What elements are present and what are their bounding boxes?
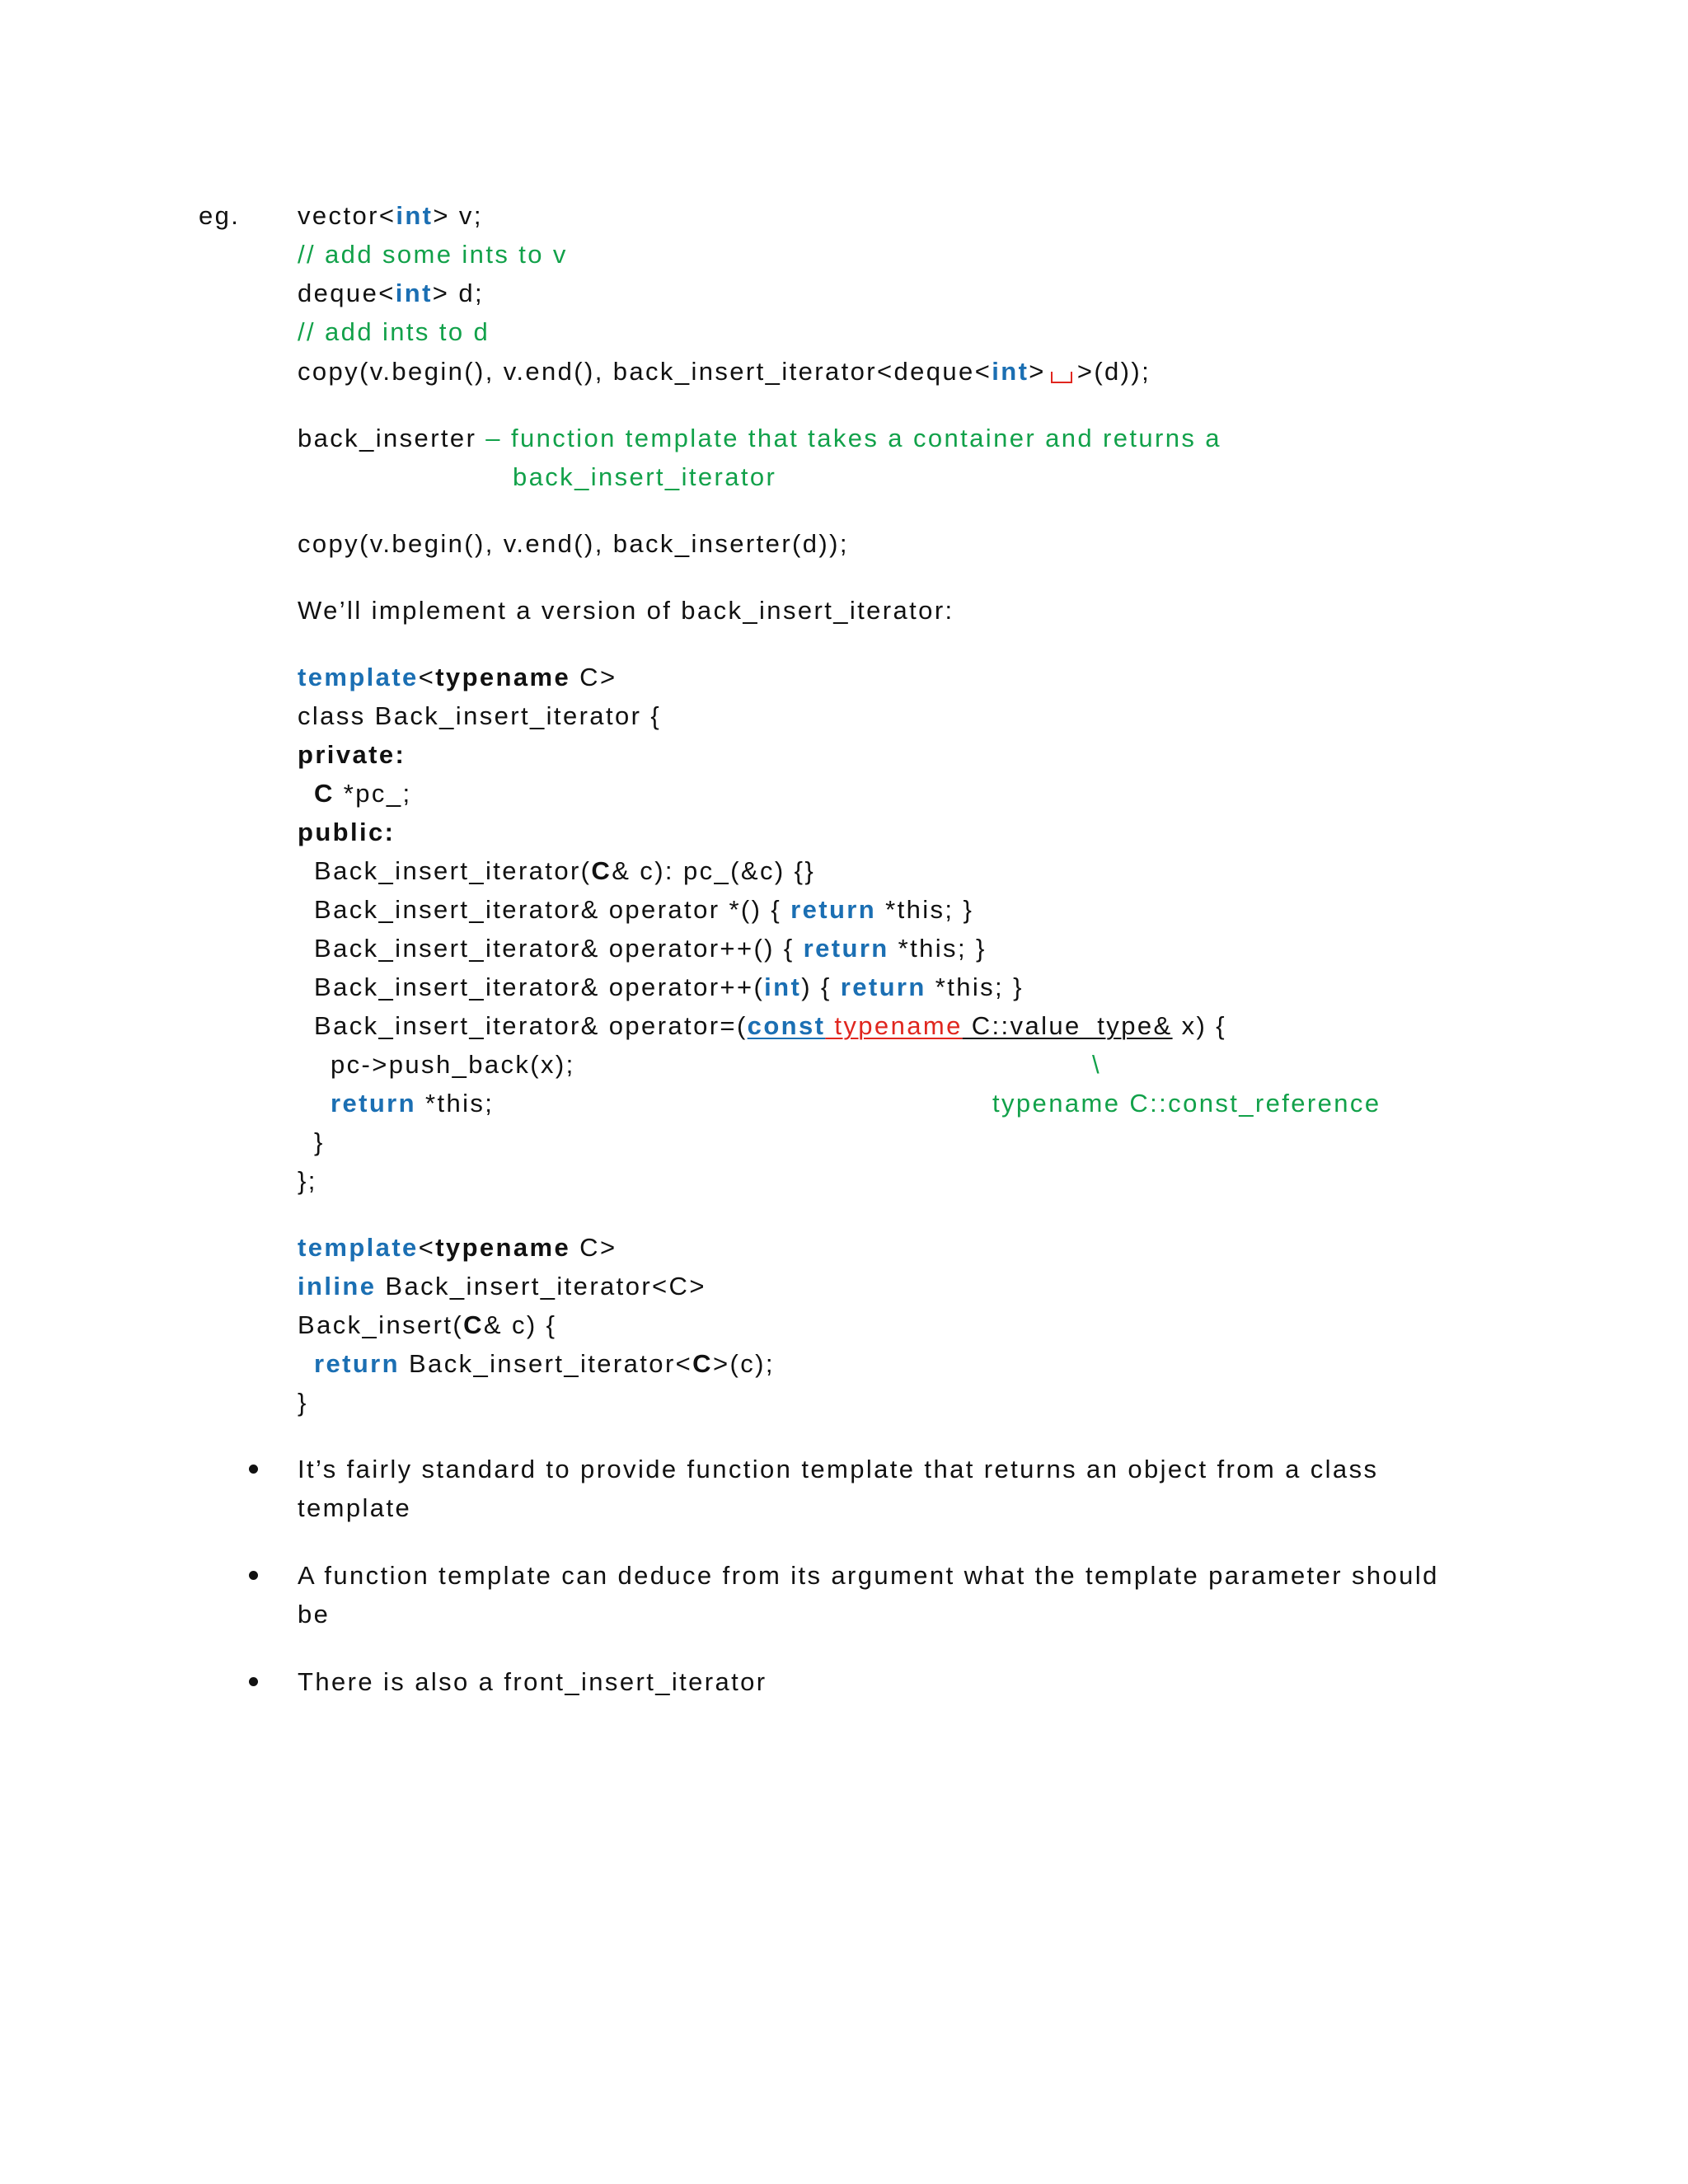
class-code-close-method: } [314,1127,325,1156]
annotation-arrow-mark: \ [1092,1050,1102,1079]
class-code-push-back: pc->push_back(x); [331,1050,575,1079]
bullet-dot-icon [249,1571,258,1580]
class-code-return-this: return *this; [331,1089,495,1118]
class-code-private: private: [298,740,406,769]
bullet-2-text-cont: be [298,1600,331,1629]
func-code-return: return Back_insert_iterator<C>(c); [314,1349,775,1378]
class-code-declaration: class Back_insert_iterator { [298,701,662,730]
bullet-1-text-cont: template [298,1493,412,1522]
bullet-1-text: It’s fairly standard to provide function template that returns an object from a class [298,1455,1379,1483]
class-code-template-line: template<typename C> [298,663,617,691]
eg-label: eg. [199,201,241,230]
bullet-dot-icon [249,1465,258,1474]
class-code-constructor: Back_insert_iterator(C& c): pc_(&c) {} [314,856,816,885]
class-code-operator-postinc: Back_insert_iterator& operator++(int) { return *this; } [314,972,1024,1001]
class-code-member: C *pc_; [314,779,412,808]
class-code-operator-preinc: Back_insert_iterator& operator++() { return *this; } [314,934,987,963]
class-code-close-class: }; [298,1166,317,1195]
space-mark-icon [1051,372,1072,383]
class-code-public: public: [298,818,396,846]
code-line-copy-back-insert-iterator: copy(v.begin(), v.end(), back_insert_iterator<deque<int> >(d)); [298,357,1151,386]
func-code-close: } [298,1388,308,1417]
back-inserter-description: back_inserter – function template that takes a container and returns a [298,424,1221,452]
class-code-operator-assign: Back_insert_iterator& operator=(const typename C::value_type& x) { [314,1011,1226,1040]
code-comment-add-ints-d: // add ints to d [298,317,490,346]
class-code-operator-deref: Back_insert_iterator& operator *() { return *this; } [314,895,974,924]
code-line-deque: deque<int> d; [298,279,484,307]
back-inserter-description-cont: back_insert_iterator [513,462,777,491]
code-comment-add-ints-v: // add some ints to v [298,240,568,269]
func-code-template-line: template<typename C> [298,1233,617,1262]
bullet-dot-icon [249,1677,258,1686]
intro-paragraph: We’ll implement a version of back_insert_iterator: [298,596,954,625]
code-line-copy-back-inserter: copy(v.begin(), v.end(), back_inserter(d)); [298,529,849,558]
bullet-2-text: A function template can deduce from its argument what the template parameter should [298,1561,1439,1590]
func-code-signature: Back_insert(C& c) { [298,1310,557,1339]
code-line-vector: vector<int> v; [298,201,483,230]
bullet-3-text: There is also a front_insert_iterator [298,1667,767,1696]
annotation-const-reference: typename C::const_reference [992,1089,1381,1118]
func-code-inline-line: inline Back_insert_iterator<C> [298,1272,706,1301]
